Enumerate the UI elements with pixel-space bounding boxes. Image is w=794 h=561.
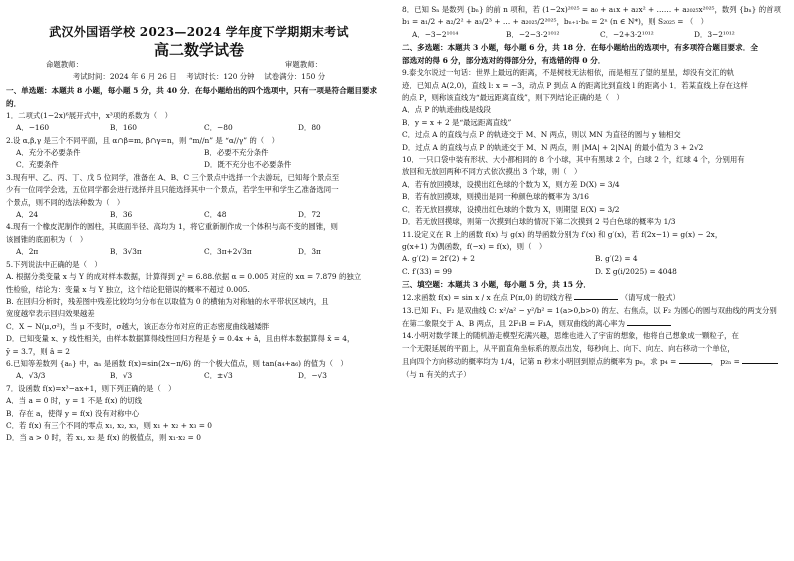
- q2-option-c: C．充要条件: [16, 160, 59, 170]
- q10-line: D．若无放回摸球，则第一次摸到白球的情况下第二次摸到 2 号白色球的概率为 1/3: [402, 217, 676, 227]
- q8-option-c: C．−2+3·2¹⁰¹²: [600, 29, 654, 39]
- q3-option-a: A．24: [16, 210, 39, 220]
- q7-line: C．若 f(x) 有三个不同的零点 x₁, x₂, x₃，则 x₁ + x₂ + x₃ = 0: [6, 420, 212, 430]
- q4-option-c: C．3π+2√3π: [204, 247, 252, 257]
- q13-line: 13.已知 F₁、F₂ 是双曲线 C: x²/a² − y²/b² = 1(a>0,b>0) 的左、右焦点，以 F₂ 为圆心的圆与双曲线的两支分别: [402, 305, 777, 315]
- q3-option-c: C．48: [204, 210, 227, 220]
- q9-line: C．过点 A 的直线与点 P 的轨迹交于 M、N 两点，则以 MN 为直径的圆与 y 轴相交: [402, 130, 681, 140]
- q3-option-b: B．36: [110, 210, 133, 220]
- q3-option-d: D．72: [298, 210, 321, 220]
- q9-line: B．y = x + 2 是“最远距离直线”: [402, 117, 512, 127]
- exam-meta: 考试时间：2024 年 6 月 26 日 考试时长：120 分钟 试卷满分：150 分: [72, 72, 326, 82]
- q1-stem: 1．二项式(1−2x)⁶展开式中，x³项的系数为（ ）: [6, 110, 172, 120]
- reviewer-label: 审题教师：: [285, 60, 322, 69]
- q14-answer-blank-p2n: [742, 355, 778, 364]
- q4-option-a: A．2π: [16, 247, 39, 257]
- q9-line: D．过点 A 的直线与点 P 的轨迹交于 M、N 两点，则 |MA| + 2|NA| 的最小值为 3 + 2√2: [402, 142, 704, 152]
- q10-line: C．若无放回摸球，设摸出红色球的个数为 X，则期望 E(X) = 3/2: [402, 204, 620, 214]
- q11-option-a: A. g′(2) = 2f′(2) + 2: [402, 254, 475, 264]
- exam-title: 武汉外国语学校 2023—2024 学年度下学期期末考试: [49, 25, 349, 39]
- exam-subtitle: 高二数学试卷: [153, 41, 244, 59]
- q12-stem: 12.求函数 f(x) = sin x / x 在点 P(π,0) 的切线方程: [402, 293, 573, 303]
- q2-option-d: D．既不充分也不必要条件: [204, 160, 292, 170]
- q10-line: 10．一只口袋中装有形状、大小都相同的 8 个小球，其中有黑球 2 个，白球 2 个，红球 4 个，分别用有: [402, 155, 745, 165]
- q2-stem: 2.设 α,β,γ 是三个不同平面，且 α∩β=m, β∩γ=n，则 “m//n” 是 “α//γ” 的（ ）: [6, 135, 279, 145]
- q6-option-d: D．−√3: [298, 371, 327, 381]
- q12-note: （请写成一般式）: [620, 293, 680, 303]
- q7-line: A．当 a = 0 时，y = 1 不是 f(x) 的切线: [6, 396, 143, 406]
- q1-options: [6, 122, 392, 134]
- q12-line: [402, 291, 788, 304]
- q5-line: 5.下列说法中正确的是（ ）: [6, 259, 102, 269]
- q7-line: 7．设函数 f(x)=x³−ax+1，则下列正确的是（ ）: [6, 383, 176, 393]
- q5-line: 性检验，结论为：变量 x 与 Y 独立，这个结论犯错误的概率不超过 0.005.: [6, 284, 250, 294]
- q14-line: 14.小明对数学课上的随机游走模型充满兴趣，思维也进入了宇宙的想象，他将自己想象成一颗粒子，在: [402, 331, 739, 341]
- q10-line: 放回和无放回两种不同方式依次摸出 3 个球，则（ ）: [402, 167, 582, 177]
- q4-line: 4.现有一个橡皮泥制作的圆柱，其底面半径、高均为 1，将它重新制作成一个体积与高不变的圆锥，则: [6, 222, 338, 232]
- q14-line: （与 n 有关的式子）: [402, 369, 471, 379]
- q9-line: A．点 P 的轨迹曲线是线段: [402, 105, 491, 115]
- q6-options: [6, 370, 392, 382]
- q4-option-d: D．3π: [298, 247, 321, 257]
- q10-line: A．若有放回摸球，设摸出红色球的个数为 X，则方差 D(X) = 3/4: [402, 179, 620, 189]
- q13-line: [402, 317, 788, 330]
- left-column: [6, 4, 392, 445]
- q2-option-b: B．必要不充分条件: [204, 148, 269, 158]
- q4-line: 该圆锥的底面积为（ ）: [6, 234, 88, 244]
- q9-line: 迹．已知点 A(2,0)，直线 l: x = −3，动点 P 到点 A 的距离比到直线 l 的距离小 1．若某直线上存在这样: [402, 80, 748, 90]
- q4-option-b: B．3√3π: [110, 247, 142, 257]
- q5-line: B. 在回归分析时，残差图中残差比较均匀分布在以取值为 0 的横轴为对称轴的水平带状区域内，且: [6, 296, 329, 306]
- q1-option-d: D．80: [298, 123, 321, 133]
- q1-option-a: A．−160: [16, 123, 50, 133]
- q8-options: [402, 29, 788, 41]
- q14-line: 且向四个方向移动的概率均为 1/4，记第 n 秒末小明回到原点的概率为 pₙ，求 p₄ = ， p₂ₙ =: [402, 355, 788, 368]
- q14-answer-blank-p4: [679, 355, 711, 364]
- q2-options-row2: [6, 159, 392, 171]
- q14-p2n-label: p₂ₙ =: [720, 357, 740, 367]
- q3-options: [6, 209, 392, 221]
- q6-option-c: C．±√3: [204, 371, 233, 381]
- q13-line-text: 在第二象限交于 A、B 两点，且 2F₁B = F₁A，则双曲线的离心率为: [402, 318, 625, 328]
- q7-line: D．当 a > 0 时，若 x₁, x₂ 是 f(x) 的极值点，则 x₁·x₂ = 0: [6, 433, 201, 443]
- q2-option-a: A．充分不必要条件: [16, 148, 81, 158]
- q5-line: D．已知变量 x、y 线性相关，由样本数据算得线性回归方程是 ŷ = 0.4x + â，且由样本数据算得 x̄ = 4，: [6, 334, 355, 344]
- q11-option-d: D. Σ g(i/2025) = 4048: [595, 266, 677, 276]
- q1-option-c: C．−80: [204, 123, 233, 133]
- q8-option-a: A．−3−2¹⁰¹⁴: [412, 29, 459, 39]
- q8-option-d: D．3−2¹⁰¹²: [694, 29, 735, 39]
- q14-line: 一个无限延展的平面上，从平面直角坐标系的原点出发，每秒向上、向下、向左、向右移动一个单位，: [402, 343, 735, 353]
- q3-line: 3.现有甲、乙、丙、丁、戊 5 位同学，准备在 A、B、C 三个景点中选择一个去游玩，已知每个景点至: [6, 172, 340, 182]
- q9-line: 9.泰戈尔说过一句话：世界上最远的距离，不是树枝无法相依，而是相互了望的星星，却没有交汇的轨: [402, 68, 735, 78]
- q3-line: 少有一位同学会选，五位同学都会进行选择并且只能选择其中一个景点，若学生甲和学生乙准备选同一: [6, 185, 339, 195]
- q5-line: C．X ~ N(μ,σ²)，当 μ 不变时，σ越大，该正态分布对应的正态密度曲线越矮胖: [6, 321, 270, 331]
- q6-stem: 6.已知等差数列 {aₙ} 中，aₙ 是函数 f(x)=sin(2x−π/6) 的一个极大值点，则 tan(a₄+a₆) 的值为（ ）: [6, 358, 348, 368]
- q9-line: 的点 P，则称该直线为“最远距离直线”，则下列结论正确的是（ ）: [402, 93, 624, 103]
- right-column: [402, 4, 788, 381]
- q11-options-row2: [402, 266, 788, 278]
- section-multi-choice: 部选对的得 6 分，部分选对的得部分分，有选错的得 0 分．: [402, 56, 606, 66]
- q8-line: 8．已知 Sₙ 是数列 {bₙ} 的前 n 项和，若 (1−2x)²⁰²⁵ = a₀ + a₁x + a₂x² + …… + a₂₀₂₅x²⁰²⁵，数列 {bₙ} 的首项: [402, 5, 781, 14]
- q3-line: 个景点，则不同的选法种数为（ ）: [6, 197, 125, 207]
- q11-line: 11.设定义在 R 上的函数 f(x) 与 g(x) 的导函数分别为 f′(x) 和 g′(x)，若 f(2x−1) = g(x) − 2x，: [402, 229, 723, 239]
- q12-answer-blank: [574, 291, 618, 300]
- q2-options-row1: [6, 147, 392, 159]
- q10-line: B．若有放回摸球，则摸出是同一种颜色球的概率为 3/16: [402, 192, 589, 202]
- q5-line: 宽度越窄表示回归效果越差: [6, 309, 95, 319]
- q6-option-b: B．√3: [110, 371, 133, 381]
- q7-line: B．存在 a，使得 y = f(x) 没有对称中心: [6, 408, 140, 418]
- q13-answer-blank: [627, 317, 671, 326]
- q11-option-c: C. f′(33) = 99: [402, 266, 452, 276]
- q5-line: A. 根据分类变量 x 与 Y 的成对样本数据，计算得到 χ² = 6.88.依据 α = 0.005 对应的 xα = 7.879 的独立: [6, 272, 362, 282]
- q6-option-a: A．√3/3: [16, 371, 46, 381]
- section-fill-in: 三、填空题：本题共 3 小题，每小题 5 分，共 15 分．: [402, 280, 591, 290]
- q5-line: ȳ = 3.7，则 â = 2: [6, 346, 70, 356]
- q11-option-b: B. g′(2) = 4: [595, 254, 638, 264]
- q1-option-b: B．160: [110, 123, 137, 133]
- setter-label: 命题教师：: [46, 60, 83, 69]
- q8-line: b₁ = a₁/2 + a₂/2² + a₃/2³ + … + a₂₀₂₅/2²⁰²⁵，bₙ₊₁·bₙ = 2ⁿ (n ∈ N*)，则 S₂₀₂₅ = （ ）: [402, 17, 709, 27]
- q14-line-text: 且向四个方向移动的概率均为 1/4，记第 n 秒末小明回到原点的概率为 pₙ，求 p₄ =: [402, 357, 677, 367]
- q11-line: g(x+1) 为偶函数，f(−x) = f(x)，则（ ）: [402, 241, 547, 251]
- q11-options-row1: [402, 253, 788, 265]
- q8-option-b: B．−2−3·2¹⁰¹²: [506, 29, 560, 39]
- section-single-choice: 一、单选题：本题共 8 小题，每小题 5 分，共 40 分．在每小题给出的四个选项中，只有一项是符合题目要求的．: [6, 85, 378, 108]
- q4-options: [6, 246, 392, 258]
- section-multi-choice: 二、多选题：本题共 3 小题，每小题 6 分，共 18 分．在每小题给出的选项中，有多项符合题目要求．全: [402, 43, 758, 53]
- teacher-row: [6, 59, 392, 71]
